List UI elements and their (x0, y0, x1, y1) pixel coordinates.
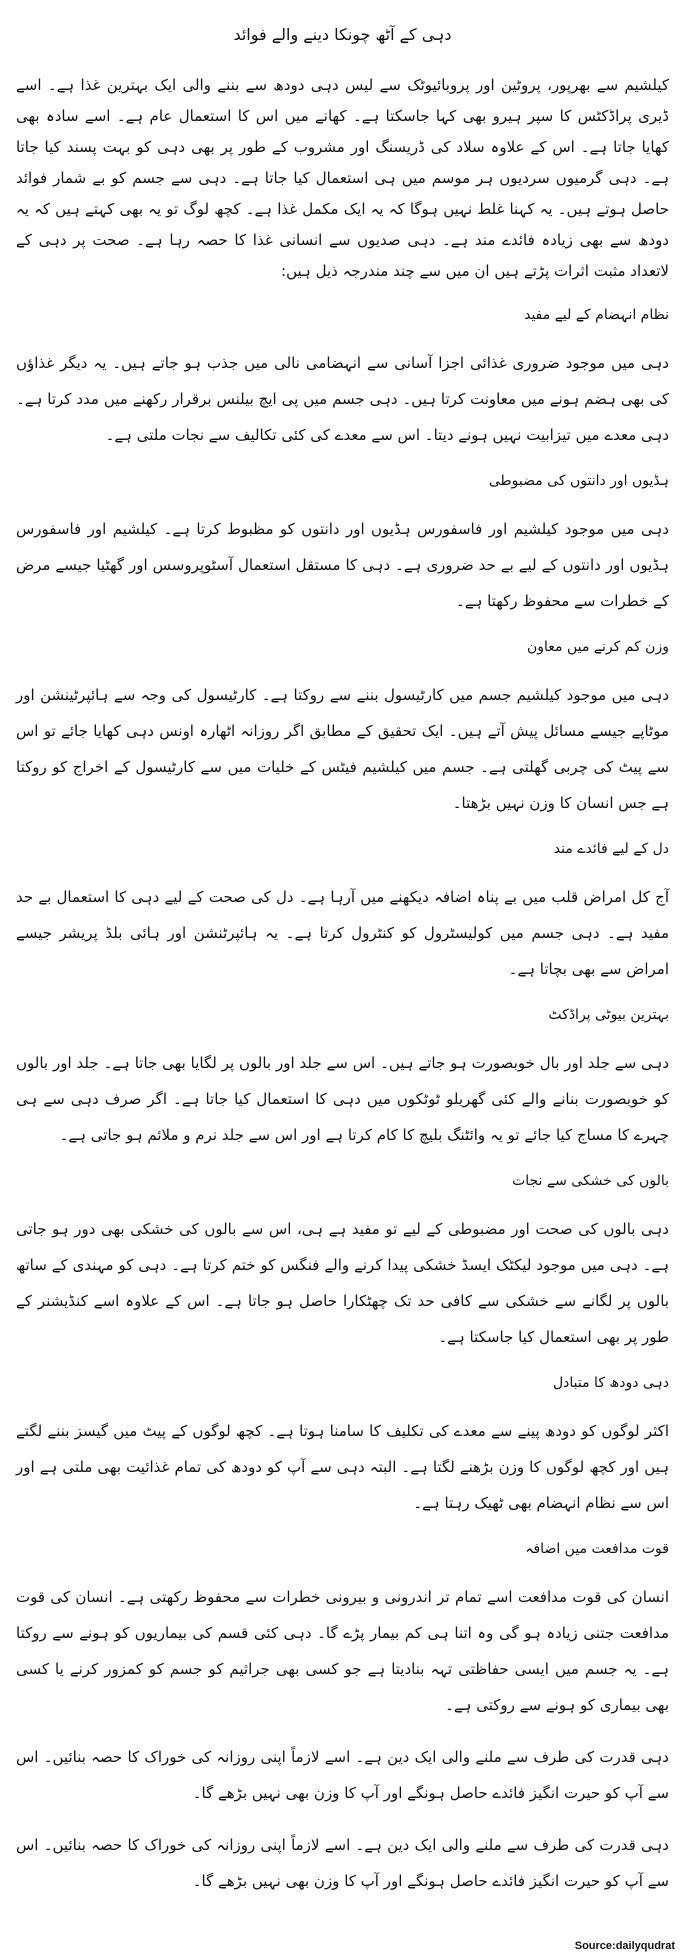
section-text-digestion: دہی میں موجود ضروری غذائی اجزا آسانی سے انہضامی نالی میں جذب ہو جاتے ہیں۔ یہ دیگر غذاؤں کی بھی ہضم ہونے میں معاونت کرتا ہیں۔ دہی جسم میں پی ایچ بیلنس برقرار رکھنے میں مدد کرتا ہے۔ دہی معدے میں تیزابیت نہیں ہونے دیتا۔ اس سے معدے کی کئی تکالیف سے نجات ملتی ہے۔ (16, 354, 669, 444)
section-heading-heart: دل کے لیے فائدے مند (553, 841, 669, 857)
section-heading-bones-teeth: ہڈیوں اور دانتوں کی مضبوطی (488, 473, 669, 489)
section-text-heart: آج کل امراض قلب میں بے پناہ اضافہ دیکھنے میں آرہا ہے۔ دل کی صحت کے لیے دہی کا استعمال بے حد مفید ہے۔ دہی جسم میں کولیسٹرول کو کنٹرول کرتا ہے۔ یہ ہائپرٹنشن اور ہائی بلڈ پریشر جیسے امراض سے بھی بچاتا ہے۔ (16, 888, 669, 978)
section-text-milk-alternative: اکثر لوگوں کو دودھ پینے سے معدے کی تکلیف کا سامنا ہوتا ہے۔ کچھ لوگوں کے پیٹ میں گیسز بننے لگتے ہیں اور کچھ لوگوں کا وزن بڑھنے لگتا ہے۔ البتہ دہی سے آپ کو دودھ کی تمام غذائیت بھی ملتی ہے اور اس سے نظام انہضام بھی ٹھیک رہتا ہے۔ (16, 1422, 669, 1512)
section-text-dandruff: دہی بالوں کی صحت اور مضبوطی کے لیے تو مفید ہے ہی، اس سے بالوں کی خشکی بھی دور ہو جاتی ہے۔ دہی میں موجود لیکٹک ایسڈ خشکی پیدا کرنے والے فنگس کو ختم کرتا ہے۔ دہی کو مہندی کے ساتھ بالوں پر لگانے سے خشکی سے کافی حد تک چھٹکارا حاصل ہو جاتا ہے۔ اس کے علاوہ اسے کنڈیشنر کے طور پر بھی استعمال کیا جاسکتا ہے۔ (16, 1220, 669, 1346)
intro-paragraph: کیلشیم سے بھرپور، پروٹین اور پروبائیوٹک سے لیس دہی دودھ سے بننے والی ایک بہترین غذا ہے۔ اسے ڈیری پراڈکٹس کا سپر ہیرو بھی کہا جاسکتا ہے۔ کھانے میں اس کا استعمال عام ہے۔ اسے سادہ بھی کھایا جاتا ہے۔ اس کے علاوہ سلاد کی ڈریسنگ اور مشروب کے طور پر بھی دہی کو بہت پسند کیا جاتا ہے۔ دہی گرمیوں سردیوں ہر موسم میں ہی استعمال کیا جاتا ہے۔ دہی سے جسم کو بے شمار فوائد حاصل ہوتے ہیں۔ یہ کہنا غلط نہیں ہوگا کہ یہ ایک مکمل غذا ہے۔ کچھ لوگ تو یہ بھی کہتے ہیں کہ یہ دودھ سے بھی زیادہ فائدے مند ہے۔ دہی صدیوں سے انسانی غذا کا حصہ رہا ہے۔ صحت پر دہی کے لاتعداد مثبت اثرات پڑتے ہیں ان میں سے چند مندرجہ ذیل ہیں: (16, 76, 669, 280)
section-text-weight-loss: دہی میں موجود کیلشیم جسم میں کارٹیسول بننے سے روکتا ہے۔ کارٹیسول کی وجہ سے ہائپرٹینشن اور موٹاپے جیسے مسائل پیش آتے ہیں۔ ایک تحقیق کے مطابق اگر روزانہ اٹھارہ اونس دہی کھایا جائے تو اس سے پیٹ کی چربی گھلتی ہے۔ جسم میں کیلشیم فیٹس کے خلیات میں سے کارٹیسول کے اخراج کو روکتا ہے جس انسان کا وزن نہیں بڑھتا۔ (16, 686, 669, 812)
section-text-bones-teeth: دہی میں موجود کیلشیم اور فاسفورس ہڈیوں اور دانتوں کو مظبوط کرتا ہے۔ کیلشیم اور فاسفورس ہڈیوں اور دانتوں کے لیے بے حد ضروری ہے۔ دہی کا مستقل استعمال آسٹوپروسس اور گھٹیا جیسے مرض کے خطرات سے محفوظ رکھتا ہے۔ (16, 520, 669, 610)
section-heading-dandruff: بالوں کی خشکی سے نجات (512, 1173, 669, 1189)
source-credit: Source:dailyqudrat (574, 1940, 675, 1952)
article-title: دہی کے آٹھ چونکا دینے والے فوائد (233, 25, 452, 44)
section-heading-milk-alternative: دہی دودھ کا متبادل (552, 1375, 669, 1391)
section-heading-digestion: نظام انہضام کے لیے مفید (524, 307, 669, 323)
section-text-beauty: دہی سے جلد اور بال خوبصورت ہو جاتے ہیں۔ اس سے جلد اور بالوں پر لگایا بھی جاتا ہے۔ جلد اور بالوں کو خوبصورت بنانے والے کئی گھریلو ٹوٹکوں میں دہی کا استعمال کیا جاتا ہے۔ اگر صرف دہی سے ہی چہرے کا مساج کیا جائے تو یہ وائٹنگ بلیچ کا کام کرتا ہے اور اس سے جلد نرم و ملائم ہو جاتی ہے۔ (16, 1054, 669, 1144)
section-heading-immunity: قوت مدافعت میں اضافہ (525, 1541, 669, 1557)
section-heading-beauty: بہترین بیوٹی پراڈکٹ (548, 1007, 669, 1023)
closing-paragraph-repeat: دہی قدرت کی طرف سے ملنے والی ایک دین ہے۔ اسے لازماً اپنی روزانہ کی خوراک کا حصہ بنائیں۔ اس سے آپ کو حیرت انگیز فائدے حاصل ہونگے اور آپ کا وزن بھی نہیں بڑھے گا۔ (16, 1836, 669, 1890)
section-heading-weight-loss: وزن کم کرنے میں معاون (526, 639, 669, 655)
section-text-immunity: انسان کی قوت مدافعت اسے تمام تر اندرونی و بیرونی خطرات سے محفوظ رکھتی ہے۔ انسان کی قوت مدافعت جتنی زیادہ ہو گی وہ اتنا ہی کم بیمار پڑے گا۔ دہی کئی قسم کی بیماریوں کو ہونے سے روکتا ہے۔ یہ جسم میں ایسی حفاظتی تہہ بنادیتا ہے جو کسی بھی جراثیم کو جسم کو کمزور کرنے یا کسی بھی بیماری کو ہونے سے روکتی ہے۔ (16, 1588, 669, 1714)
closing-paragraph: دہی قدرت کی طرف سے ملنے والی ایک دین ہے۔ اسے لازماً اپنی روزانہ کی خوراک کا حصہ بنائیں۔ اس سے آپ کو حیرت انگیز فائدے حاصل ہونگے اور آپ کا وزن بھی نہیں بڑھے گا۔ (16, 1748, 669, 1802)
